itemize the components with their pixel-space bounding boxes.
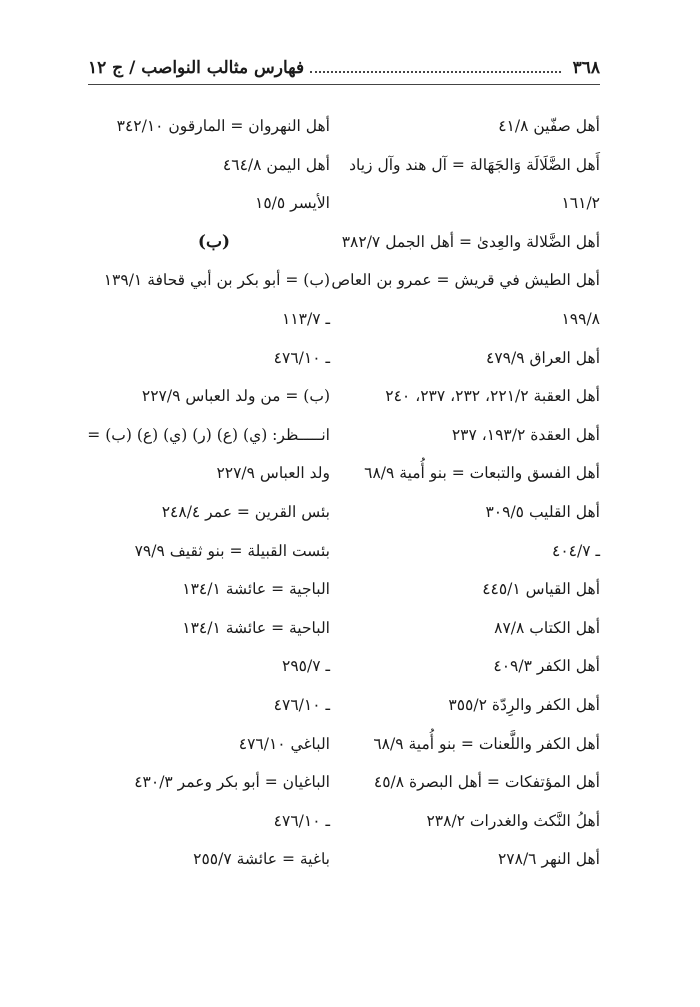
index-entry: باغية = عائشة ٢٥٥/٧ <box>193 850 330 869</box>
index-entry: أَهل الضَّلَالَة وَالجَهَالة = آل هند وآل زياد <box>349 155 600 174</box>
index-entry: أهل العقدة ١٩٣/٢، ٢٣٧ <box>451 425 600 444</box>
index-entry: أهل الكفر واللَّعنات = بنو أُمية ٦٨/٩ <box>373 734 600 753</box>
page-number: ٣٦٨ <box>572 58 600 78</box>
index-entry: أهل النهروان = المارقون ٣٤٢/١٠ <box>116 117 330 135</box>
index-column-right <box>331 107 600 879</box>
index-entry: ١٦١/٢ <box>561 194 600 213</box>
section-letter-heading: (ب) <box>197 231 230 252</box>
index-entry: ـ ٤٧٦/١٠ <box>273 811 330 830</box>
index-entry: أهل الضَّلالة والعِدىٰ = أهل الجمل ٣٨٢/٧ <box>341 232 600 251</box>
index-entry: ـ ٤٧٦/١٠ <box>273 348 330 367</box>
index-entry: أهل اليمن ٤٦٤/٨ <box>222 155 330 174</box>
running-header <box>88 52 600 85</box>
index-entry: أهل الفسق والتبعات = بنو أُمية ٦٨/٩ <box>364 464 600 483</box>
index-entry: أهلُ النَّكث والغدرات ٢٣٨/٢ <box>426 811 600 830</box>
index-entry: الباغي ٤٧٦/١٠ <box>238 734 330 753</box>
index-entry: الأيسر ١٥/٥ <box>255 194 330 213</box>
index-entry: انـــــظر: (ي) (ع) (ر) (ي) (ع) (ب) = <box>87 425 330 444</box>
index-entry: (ب) = من ولد العباس ٢٢٧/٩ <box>141 387 330 406</box>
index-entry: ـ ٢٩٥/٧ <box>282 657 330 676</box>
index-entry: ـ ١١٣/٧ <box>282 309 330 328</box>
index-entry: ولد العباس ٢٢٧/٩ <box>216 464 330 483</box>
index-entry: أهل الطيش في قريش = عمرو بن العاص <box>331 271 600 290</box>
index-entry: أهل النهر ٢٧٨/٦ <box>497 850 600 869</box>
index-entry: أهل العقبة ٢٢١/٢، ٢٣٢، ٢٣٧، ٢٤٠ <box>385 387 600 406</box>
leader-dots <box>310 71 560 73</box>
index-entry: أهل الكفر ٤٠٩/٣ <box>493 657 600 676</box>
index-entry: ـ ٤٧٦/١٠ <box>273 695 330 714</box>
index-entry: ١٩٩/٨ <box>561 309 600 328</box>
index-entry: الباجية = عائشة ١٣٤/١ <box>182 580 330 599</box>
index-entry: بئس القرين = عمر ٢٤٨/٤ <box>161 502 330 521</box>
index-entry: بئست القبيلة = بنو ثقيف ٧٩/٩ <box>134 541 330 560</box>
index-entry: أهل القليب ٣٠٩/٥ <box>485 502 600 521</box>
index-entry: أهل الكتاب ٨٧/٨ <box>494 618 600 637</box>
index-entry: الباغيان = أبو بكر وعمر ٤٣٠/٣ <box>134 773 330 792</box>
index-entry: أهل صفّين ٤١/٨ <box>498 117 600 135</box>
running-title: فهارس مثالب النواصب / ج ١٢ <box>88 58 305 78</box>
index-entry: أهل المؤتفكات = أهل البصرة ٤٥/٨ <box>373 773 600 792</box>
index-entry: أهل القياس ٤٤٥/١ <box>482 580 600 599</box>
index-column-left <box>80 107 330 879</box>
index-entry: أهل الكفر والرِدّة ٣٥٥/٢ <box>448 695 600 714</box>
index-entry: ـ ٤٠٤/٧ <box>552 541 600 560</box>
index-entry: (ب) = أبو بكر بن أبي قحافة ١٣٩/١ <box>103 271 330 290</box>
index-entry: الباحية = عائشة ١٣٤/١ <box>182 618 330 637</box>
index-entry: أهل العراق ٤٧٩/٩ <box>486 348 600 367</box>
